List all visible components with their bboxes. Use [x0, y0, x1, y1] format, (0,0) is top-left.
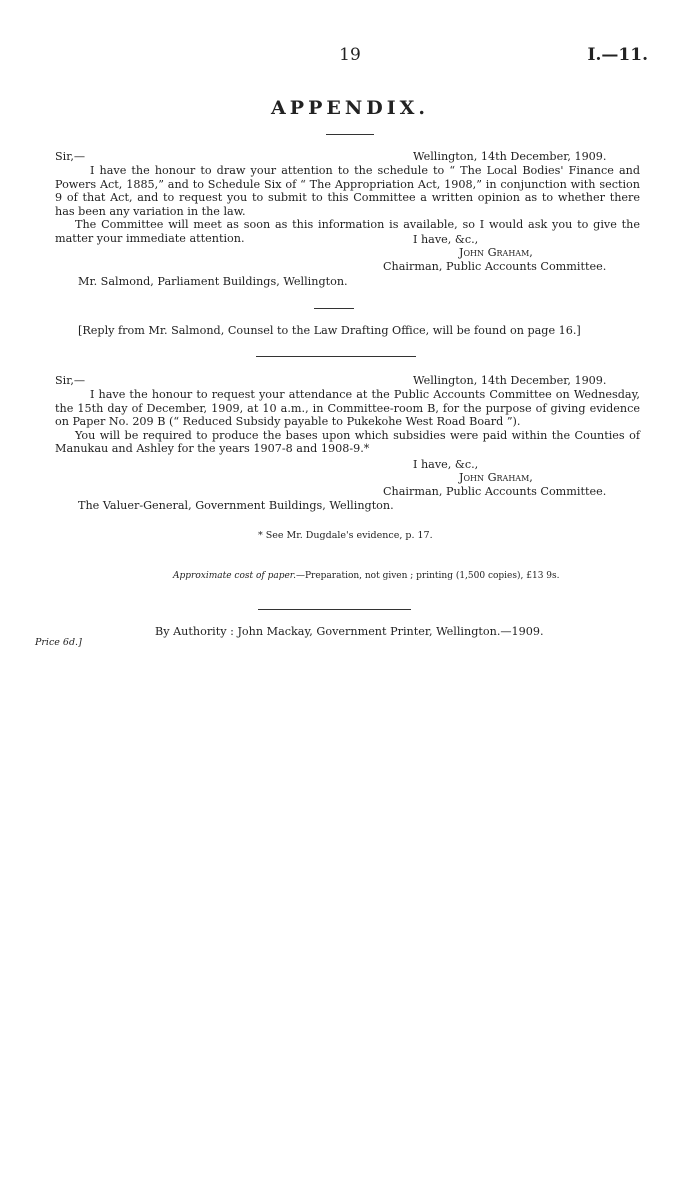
letter1-body [55, 164, 640, 245]
letter2-paragraph-2: You will be required to produce the bases upon which subsidies were paid within the Counties of Manukau and Ashley for the years 1907-8 and 1908-9.* [55, 428, 640, 455]
letter1-paragraph-1: I have the honour to draw your attention to the schedule to “ The Local Bodies' Finance and Powers Act, 1885,” and to Schedule Six of “ The Appropriation Act, 1908,” in conjunction with section 9 of that Act, and to request you to submit to this Committee a written opinion as to whether there has been any variation in the law. [55, 164, 640, 218]
imprint-rule [258, 609, 411, 610]
letter1-paragraph-2: The Committee will meet as soon as this information is available, so I would ask you to give the matter your immediate attention. [55, 218, 640, 245]
letter2-closing: I have, &c., [413, 458, 479, 471]
imprint: By Authority : John Mackay, Government Printer, Wellington.—1909. [155, 625, 544, 638]
title-rule [326, 134, 374, 135]
letter2-signatory: John Graham, [459, 471, 533, 484]
price: Price 6d.] [35, 637, 82, 648]
footnote: * See Mr. Dugdale's evidence, p. 17. [258, 530, 433, 541]
cost-label: Approximate cost of paper. [173, 571, 296, 581]
page-title: APPENDIX. [271, 97, 429, 119]
letter2-body [55, 388, 640, 456]
letter1-salutation: Sir,— [55, 150, 86, 163]
separator-rule-2 [256, 356, 416, 357]
letter1-addressee: Mr. Salmond, Parliament Buildings, Wellington. [78, 275, 348, 288]
page-number: 19 [339, 45, 361, 65]
cost-line [173, 571, 559, 581]
letter1-signatory-title: Chairman, Public Accounts Committee. [383, 260, 607, 273]
letter2-signatory-title: Chairman, Public Accounts Committee. [383, 485, 607, 498]
document-reference: I.—11. [587, 45, 648, 65]
letter1-signatory: John Graham, [459, 246, 533, 259]
cost-text: —Preparation, not given ; printing (1,500 copies), £13 9s. [295, 571, 560, 581]
separator-rule-1 [314, 308, 354, 309]
letter2-addressee: The Valuer-General, Government Buildings, Wellington. [78, 499, 394, 512]
letter2-salutation: Sir,— [55, 374, 86, 387]
letter1-place-date: Wellington, 14th December, 1909. [413, 150, 607, 163]
letter2-place-date: Wellington, 14th December, 1909. [413, 374, 607, 387]
reply-note: [Reply from Mr. Salmond, Counsel to the Law Drafting Office, will be found on page 16.] [78, 324, 581, 337]
letter2-paragraph-1: I have the honour to request your attendance at the Public Accounts Committee on Wednesday, the 15th day of December, 1909, at 10 a.m., in Committee-room B, for the purpose of giving evidence on Paper No. 209 B (“ Reduced Subsidy payable to Pukekohe West Road Board ”). [55, 388, 640, 428]
letter1-closing: I have, &c., [413, 233, 479, 246]
